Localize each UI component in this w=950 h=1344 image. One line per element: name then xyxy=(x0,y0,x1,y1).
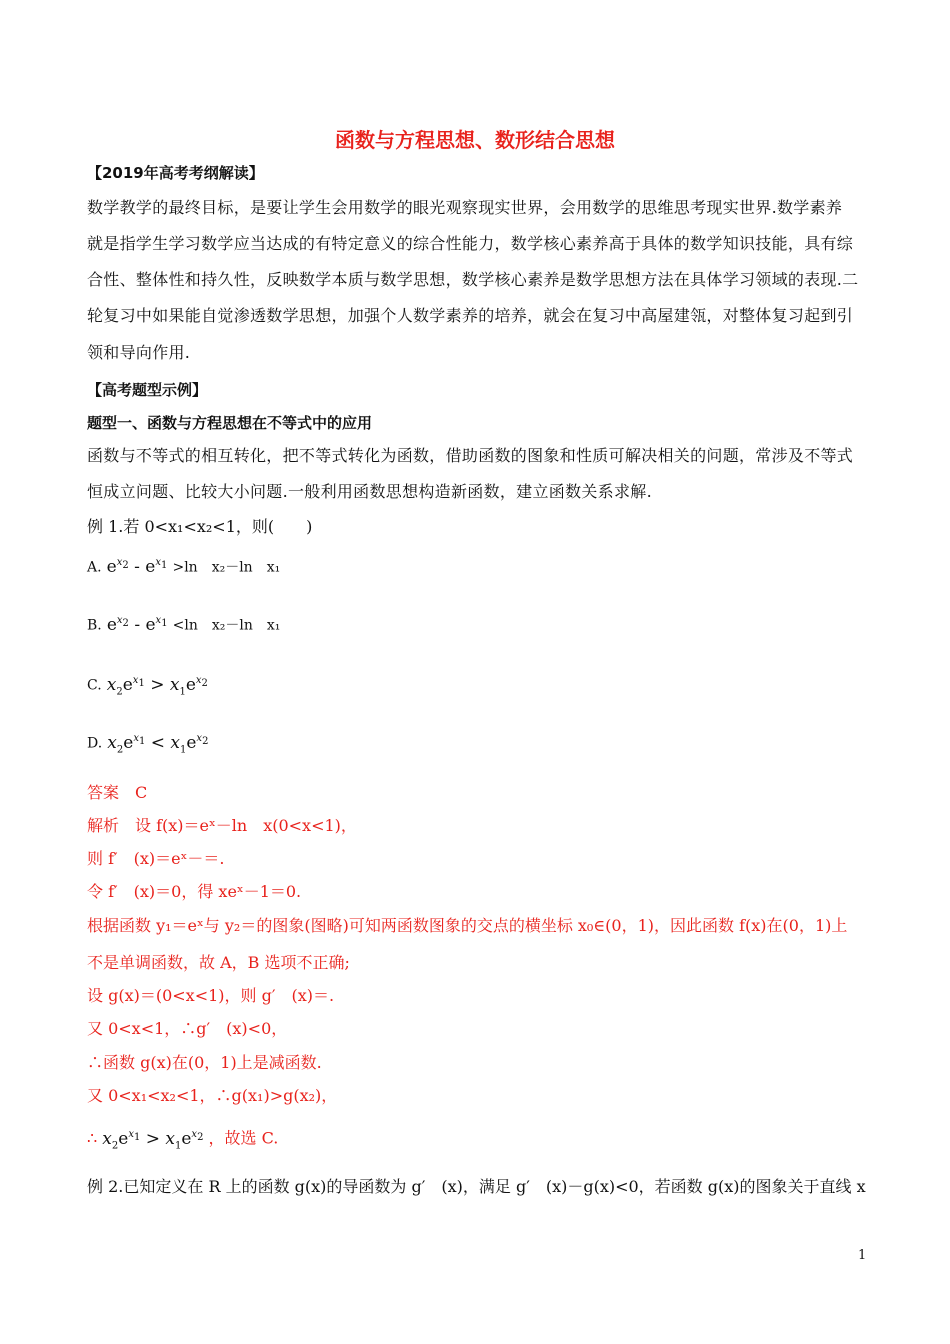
syllabus-paragraph-line-5: 领和导向作用. xyxy=(87,343,191,362)
option-b xyxy=(87,610,280,637)
option-c xyxy=(87,670,208,703)
option-a-formula: $e^{x_2} - e^{x_1}$ xyxy=(106,556,168,577)
page-number: 1 xyxy=(858,1248,867,1263)
option-b-label: B. xyxy=(87,617,102,634)
syllabus-paragraph-line-4: 轮复习中如果能自觉渗透数学思想，加强个人数学素养的培养，就会在复习中高屋建瓴，对整体复习起到引 xyxy=(87,306,854,325)
conclusion-suffix: ，故选 C. xyxy=(208,1128,279,1148)
solution-line-3: 令 f′ (x)＝0，得 xeˣ－1＝0. xyxy=(87,882,302,901)
solution-line-5: 不是单调函数，故 A，B 选项不正确; xyxy=(87,953,350,972)
solution-line-7: 又 0<x<1，∴g′ (x)<0， xyxy=(87,1019,288,1038)
option-a-label: A. xyxy=(87,559,102,576)
example-1-question: 例 1.若 0<x₁<x₂<1，则( ) xyxy=(87,517,313,536)
option-d-formula: $x_2e^{x_1} < x_1e^{x_2}$ xyxy=(107,732,209,756)
option-d-label: D. xyxy=(87,735,103,752)
solution-line-4: 根据函数 y₁＝eˣ与 y₂＝的图象(图略)可知两函数图象的交点的横坐标 x₀∈(0，1)，因此函数 f(x)在(0，1)上 xyxy=(87,916,848,935)
page-title: 函数与方程思想、数形结合思想 xyxy=(335,128,615,152)
option-c-label: C. xyxy=(87,677,102,694)
type-one-intro-line-1: 函数与不等式的相互转化，把不等式转化为函数，借助函数的图象和性质可解决相关的问题，常涉及不等式 xyxy=(87,446,854,465)
option-d xyxy=(87,728,208,761)
option-a xyxy=(87,552,280,579)
conclusion-prefix: ∴ xyxy=(87,1128,98,1148)
syllabus-paragraph-line-3: 合性、整体性和持久性，反映数学本质与数学思想，数学核心素养是数学思想方法在具体学习领域的表现.二 xyxy=(87,270,859,289)
conclusion-formula: $x_2e^{x_1} > x_1e^{x_2}$ xyxy=(102,1128,204,1152)
syllabus-paragraph-line-1: 数学教学的最终目标，是要让学生会用数学的眼光观察现实世界，会用数学的思维思考现实世界.数学素养 xyxy=(87,198,843,217)
solution-line-8: ∴函数 g(x)在(0，1)上是减函数. xyxy=(87,1053,322,1072)
example-2-text: 例 2.已知定义在 R 上的函数 g(x)的导函数为 g′ (x)，满足 g′ (x)－g(x)<0，若函数 g(x)的图象关于直线 x xyxy=(87,1177,866,1196)
solution-line-1: 解析 设 f(x)＝eˣ－ln x(0<x<1)， xyxy=(87,816,357,835)
option-b-formula: $e^{x_2} - e^{x_1}$ xyxy=(106,614,168,635)
solution-line-9: 又 0<x₁<x₂<1，∴g(x₁)>g(x₂)， xyxy=(87,1086,338,1105)
syllabus-heading: 【2019年高考考纲解读】 xyxy=(87,164,264,182)
option-b-tail: <ln x₂－ln x₁ xyxy=(172,617,281,634)
type-one-intro-line-2: 恒成立问题、比较大小问题.一般利用函数思想构造新函数，建立函数关系求解. xyxy=(87,482,652,501)
examples-heading: 【高考题型示例】 xyxy=(87,381,208,399)
solution-line-2: 则 f′ (x)＝eˣ－＝. xyxy=(87,849,225,868)
solution-line-6: 设 g(x)＝(0<x<1)，则 g′ (x)＝. xyxy=(87,986,335,1005)
option-c-formula: $x_2e^{x_1} > x_1e^{x_2}$ xyxy=(106,674,208,698)
solution-conclusion xyxy=(87,1124,278,1157)
answer-line: 答案 C xyxy=(87,783,148,802)
type-one-title: 题型一、函数与方程思想在不等式中的应用 xyxy=(87,414,373,432)
option-a-tail: >ln x₂－ln x₁ xyxy=(172,559,281,576)
syllabus-paragraph-line-2: 就是指学生学习数学应当达成的有特定意义的综合性能力，数学核心素养高于具体的数学知识技能，具有综 xyxy=(87,234,854,253)
